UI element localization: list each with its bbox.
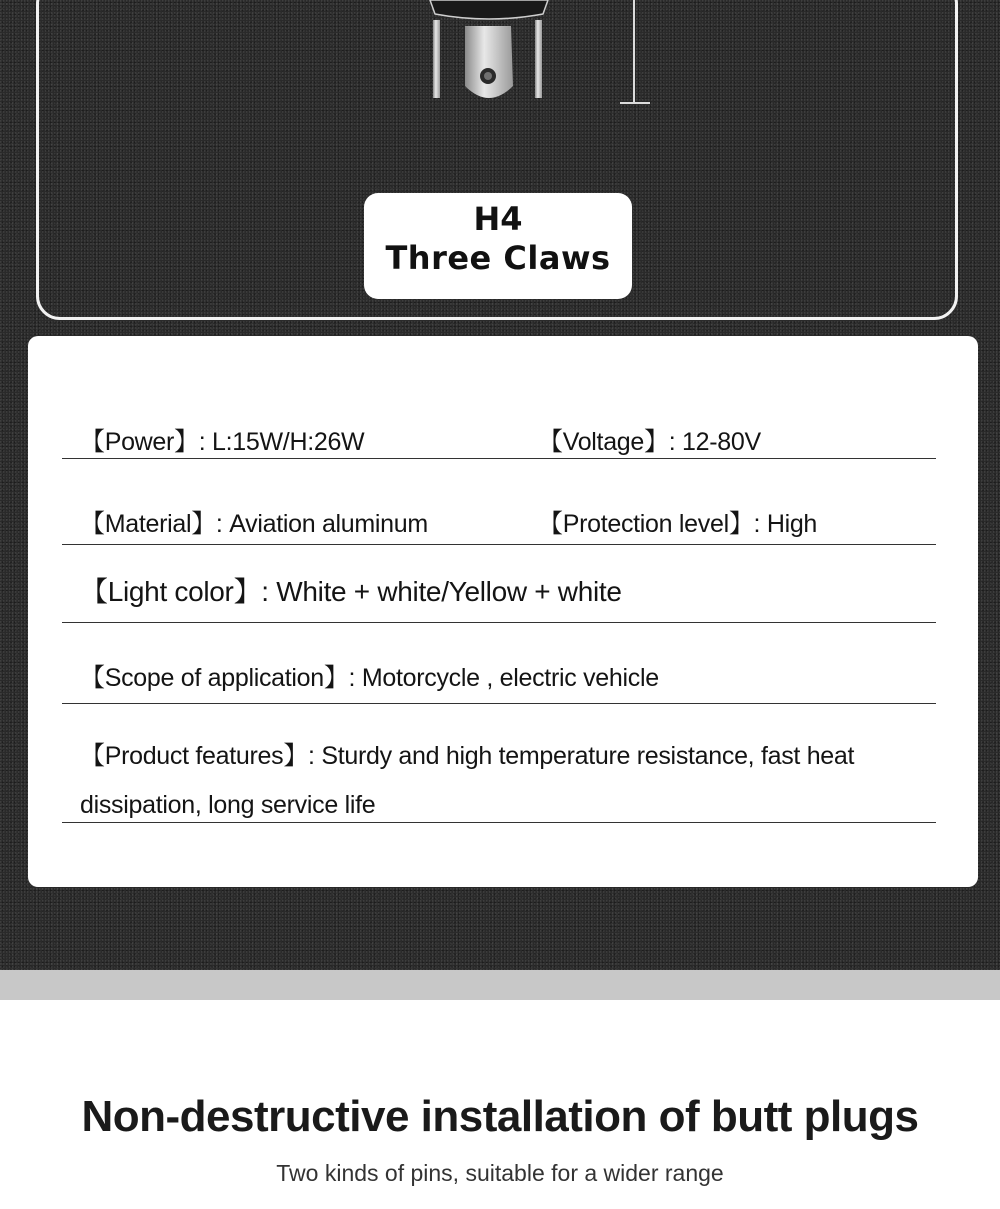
spec-protection: 【Protection level】: High <box>538 510 818 538</box>
spec-light-color: 【Light color】: White + white/Yellow + white <box>80 576 622 607</box>
bulb-base-image <box>425 0 555 110</box>
divider <box>62 544 936 545</box>
divider <box>62 703 936 704</box>
divider <box>62 622 936 623</box>
spec-card <box>28 336 978 887</box>
dimension-tick <box>620 102 650 104</box>
model-name: H4 <box>473 200 523 238</box>
spec-material: 【Material】: Aviation aluminum <box>80 510 428 538</box>
model-badge <box>364 193 632 299</box>
spec-scope: 【Scope of application】: Motorcycle , electric vehicle <box>80 664 659 692</box>
section-separator <box>0 970 1000 1000</box>
spec-power: 【Power】: L:15W/H:26W <box>80 428 365 456</box>
model-type: Three Claws <box>385 239 611 277</box>
section-title: Non-destructive installation of butt plugs <box>81 1092 919 1141</box>
spec-features: 【Product features】: Sturdy and high temperature resistance, fast heat dissipation, long service life <box>80 742 855 819</box>
spec-voltage: 【Voltage】: 12-80V <box>538 428 761 456</box>
dimension-line <box>633 0 635 104</box>
divider <box>62 458 936 459</box>
section-subtitle: Two kinds of pins, suitable for a wider range <box>276 1160 724 1186</box>
divider <box>62 822 936 823</box>
